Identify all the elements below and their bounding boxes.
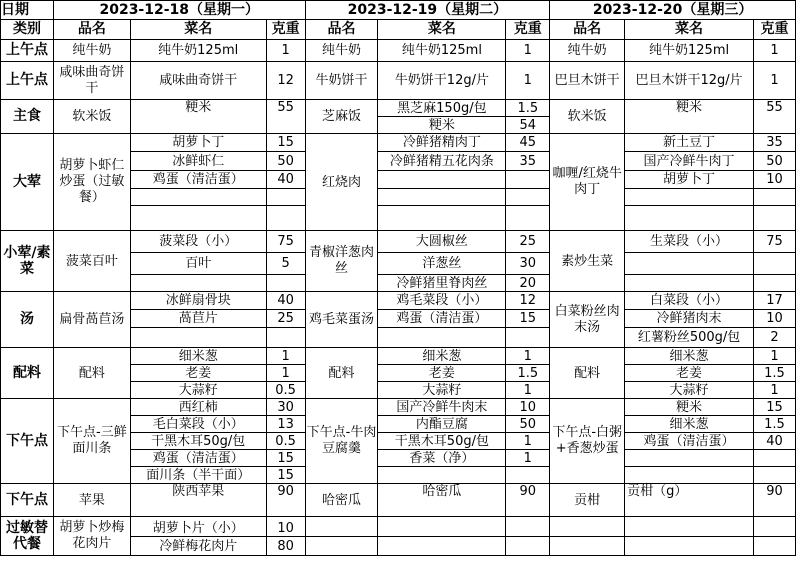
empty-cell	[550, 517, 625, 537]
empty-cell	[506, 328, 550, 348]
product-cell: 哈密瓜	[305, 484, 378, 517]
empty-cell	[378, 537, 506, 556]
empty-cell	[266, 189, 305, 206]
empty-cell	[550, 537, 625, 556]
ingredient-cell: 黑芝麻150g/包	[378, 100, 506, 117]
weight-cell: 1.5	[753, 365, 795, 382]
empty-cell	[506, 517, 550, 537]
product-cell: 纯牛奶	[305, 40, 378, 62]
ingredient-cell: 干黑木耳50g/包	[130, 433, 266, 450]
product-cell: 苹果	[53, 484, 130, 517]
product-cell: 纯牛奶	[53, 40, 130, 62]
weight-cell: 2	[753, 328, 795, 348]
ingredient-cell: 鸡蛋（清洁蛋）	[378, 310, 506, 328]
weight-cell: 1	[506, 62, 550, 100]
weight-cell: 10	[266, 517, 305, 537]
empty-cell	[753, 253, 795, 275]
product-cell: 素炒生菜	[550, 231, 625, 292]
ingredient-cell: 萵苣片	[130, 310, 266, 328]
ingredient-cell: 胡萝卜丁	[130, 134, 266, 152]
ingredient-cell: 老姜	[130, 365, 266, 382]
empty-cell	[753, 537, 795, 556]
product-cell: 纯牛奶	[550, 40, 625, 62]
empty-cell	[506, 171, 550, 189]
empty-cell	[266, 328, 305, 348]
category-am-snack: 上午点	[1, 62, 54, 100]
type-label: 类别	[1, 20, 54, 40]
weight-cell: 5	[266, 253, 305, 275]
ingredient-cell: 细米葱	[625, 416, 754, 433]
col-weight: 克重	[753, 20, 795, 40]
weight-cell: 12	[266, 62, 305, 100]
empty-cell	[625, 467, 754, 484]
date-label: 日期	[1, 1, 54, 20]
ingredient-cell: 粳米	[625, 399, 754, 416]
product-cell: 配料	[550, 348, 625, 399]
weight-cell: 55	[266, 100, 305, 134]
ingredient-cell: 面川条（半干面）	[130, 467, 266, 484]
ingredient-cell: 鸡蛋（清洁蛋）	[625, 433, 754, 450]
weight-cell: 50	[506, 416, 550, 433]
weight-cell: 50	[753, 152, 795, 171]
ingredient-cell: 细米葱	[625, 348, 754, 365]
product-cell: 下午点-牛肉豆腐羹	[305, 399, 378, 484]
ingredient-cell: 洋葱丝	[378, 253, 506, 275]
category-soup: 汤	[1, 292, 54, 348]
ingredient-cell: 干黑木耳50g/包	[378, 433, 506, 450]
date-monday: 2023-12-18（星期一）	[53, 1, 305, 20]
col-product: 品名	[53, 20, 130, 40]
dish-cell: 纯牛奶125ml	[378, 40, 506, 62]
weight-cell: 45	[506, 134, 550, 152]
empty-cell	[625, 189, 754, 206]
weight-cell: 1.5	[506, 365, 550, 382]
weight-cell: 40	[266, 171, 305, 189]
weight-cell: 10	[753, 310, 795, 328]
empty-cell	[378, 206, 506, 231]
weight-cell: 1	[753, 348, 795, 365]
col-weight: 克重	[266, 20, 305, 40]
weight-cell: 80	[266, 537, 305, 556]
weight-cell: 1	[266, 40, 305, 62]
ingredient-cell: 西红柿	[130, 399, 266, 416]
weight-cell: 55	[753, 100, 795, 134]
empty-cell	[625, 253, 754, 275]
empty-cell	[378, 189, 506, 206]
empty-cell	[753, 517, 795, 537]
weight-cell: 30	[506, 253, 550, 275]
col-product: 品名	[305, 20, 378, 40]
weight-cell: 1	[753, 382, 795, 399]
product-cell: 下午点-三鲜面川条	[53, 399, 130, 484]
empty-cell	[305, 537, 378, 556]
empty-cell	[378, 467, 506, 484]
weight-cell: 1	[753, 40, 795, 62]
category-main: 主食	[1, 100, 54, 134]
category-pm-snack: 下午点	[1, 399, 54, 484]
product-cell: 芝麻饭	[305, 100, 378, 134]
empty-cell	[506, 537, 550, 556]
ingredient-cell: 大圆椒丝	[378, 231, 506, 253]
weight-cell: 1.5	[753, 416, 795, 433]
ingredient-cell: 细米葱	[130, 348, 266, 365]
weight-cell: 90	[506, 484, 550, 517]
dish-cell: 咸味曲奇饼干	[130, 62, 266, 100]
ingredient-cell: 细米葱	[378, 348, 506, 365]
empty-cell	[378, 517, 506, 537]
weight-cell: 0.5	[266, 382, 305, 399]
product-cell: 软米饭	[53, 100, 130, 134]
ingredient-cell: 白菜段（小）	[625, 292, 754, 310]
col-product: 品名	[550, 20, 625, 40]
product-cell: 咖喱/红烧牛肉丁	[550, 134, 625, 231]
empty-cell	[130, 328, 266, 348]
weight-cell: 1	[506, 382, 550, 399]
weight-cell: 75	[266, 231, 305, 253]
product-cell: 配料	[53, 348, 130, 399]
weight-cell: 1	[506, 450, 550, 467]
empty-cell	[753, 467, 795, 484]
weight-cell: 30	[266, 399, 305, 416]
col-dish: 菜名	[625, 20, 754, 40]
product-cell: 鸡毛菜蛋汤	[305, 292, 378, 348]
product-cell: 胡萝卜炒梅花肉片	[53, 517, 130, 556]
empty-cell	[506, 206, 550, 231]
ingredient-cell: 冷鲜猪里脊肉丝	[378, 275, 506, 292]
weight-cell: 35	[753, 134, 795, 152]
weight-cell: 40	[266, 292, 305, 310]
weight-cell: 1	[266, 348, 305, 365]
weight-cell: 15	[266, 467, 305, 484]
ingredient-cell: 冷鲜梅花肉片	[130, 537, 266, 556]
weight-cell: 35	[506, 152, 550, 171]
empty-cell	[130, 206, 266, 231]
dish-cell: 粳米	[625, 100, 754, 134]
dish-cell: 粳米	[130, 100, 266, 134]
product-cell: 巴旦木饼干	[550, 62, 625, 100]
ingredient-cell: 红薯粉丝500g/包	[625, 328, 754, 348]
ingredient-cell: 鸡蛋（清洁蛋）	[130, 450, 266, 467]
empty-cell	[130, 275, 266, 292]
empty-cell	[625, 517, 754, 537]
weight-cell: 25	[506, 231, 550, 253]
weight-cell: 90	[753, 484, 795, 517]
ingredient-cell: 胡萝卜片（小）	[130, 517, 266, 537]
dish-cell: 贡柑（g）	[625, 484, 754, 517]
empty-cell	[625, 450, 754, 467]
empty-cell	[625, 206, 754, 231]
ingredient-cell: 冷鲜猪肉末	[625, 310, 754, 328]
weight-cell: 1	[506, 40, 550, 62]
product-cell: 胡萝卜虾仁炒蛋（过敏餐）	[53, 134, 130, 231]
empty-cell	[266, 206, 305, 231]
empty-cell	[753, 206, 795, 231]
empty-cell	[506, 189, 550, 206]
col-weight: 克重	[506, 20, 550, 40]
product-cell: 配料	[305, 348, 378, 399]
ingredient-cell: 冰鲜虾仁	[130, 152, 266, 171]
empty-cell	[753, 450, 795, 467]
date-wednesday: 2023-12-20（星期三）	[550, 1, 796, 20]
category-seasoning: 配料	[1, 348, 54, 399]
weight-cell: 15	[753, 399, 795, 416]
ingredient-cell: 生菜段（小）	[625, 231, 754, 253]
empty-cell	[625, 275, 754, 292]
ingredient-cell: 老姜	[378, 365, 506, 382]
weight-cell: 17	[753, 292, 795, 310]
weight-cell: 15	[266, 450, 305, 467]
product-cell: 红烧肉	[305, 134, 378, 231]
category-big-dish: 大荤	[1, 134, 54, 231]
category-pm-snack: 下午点	[1, 484, 54, 517]
empty-cell	[753, 275, 795, 292]
product-cell: 牛奶饼干	[305, 62, 378, 100]
ingredient-cell: 大蒜籽	[130, 382, 266, 399]
weight-cell: 90	[266, 484, 305, 517]
empty-cell	[378, 328, 506, 348]
ingredient-cell: 鸡毛菜段（小）	[378, 292, 506, 310]
product-cell: 菠菜百叶	[53, 231, 130, 292]
ingredient-cell: 大蒜籽	[378, 382, 506, 399]
weight-cell: 40	[753, 433, 795, 450]
empty-cell	[266, 275, 305, 292]
empty-cell	[753, 189, 795, 206]
weight-cell: 54	[506, 117, 550, 134]
dish-cell: 纯牛奶125ml	[130, 40, 266, 62]
weight-cell: 15	[506, 310, 550, 328]
weight-cell: 50	[266, 152, 305, 171]
dish-cell: 纯牛奶125ml	[625, 40, 754, 62]
category-allergy: 过敏替代餐	[1, 517, 54, 556]
category-am-snack: 上午点	[1, 40, 54, 62]
weight-cell: 1	[506, 348, 550, 365]
ingredient-cell: 胡萝卜丁	[625, 171, 754, 189]
empty-cell	[378, 171, 506, 189]
empty-cell	[130, 189, 266, 206]
dish-cell: 巴旦木饼干12g/片	[625, 62, 754, 100]
weight-cell: 1	[506, 433, 550, 450]
weight-cell: 10	[753, 171, 795, 189]
ingredient-cell: 国产冷鲜牛肉丁	[625, 152, 754, 171]
ingredient-cell: 毛白菜段（小）	[130, 416, 266, 433]
col-dish: 菜名	[130, 20, 266, 40]
weight-cell: 15	[266, 134, 305, 152]
weight-cell: 20	[506, 275, 550, 292]
ingredient-cell: 百叶	[130, 253, 266, 275]
product-cell: 白菜粉丝肉末汤	[550, 292, 625, 348]
empty-cell	[305, 517, 378, 537]
product-cell: 下午点-白粥+香葱炒蛋	[550, 399, 625, 484]
ingredient-cell: 冰鲜扇骨块	[130, 292, 266, 310]
empty-cell	[625, 537, 754, 556]
weight-cell: 1	[753, 62, 795, 100]
weight-cell: 75	[753, 231, 795, 253]
category-small-dish: 小荤/素菜	[1, 231, 54, 292]
product-cell: 咸味曲奇饼干	[53, 62, 130, 100]
weight-cell: 1.5	[506, 100, 550, 117]
ingredient-cell: 内酯豆腐	[378, 416, 506, 433]
dish-cell: 哈密瓜	[378, 484, 506, 517]
product-cell: 扁骨萵苣汤	[53, 292, 130, 348]
weight-cell: 13	[266, 416, 305, 433]
dish-cell: 陕西苹果	[130, 484, 266, 517]
ingredient-cell: 冷鲜猪精肉丁	[378, 134, 506, 152]
ingredient-cell: 冷鲜猪精五花肉条	[378, 152, 506, 171]
product-cell: 贡柑	[550, 484, 625, 517]
ingredient-cell: 鸡蛋（清洁蛋）	[130, 171, 266, 189]
ingredient-cell: 粳米	[378, 117, 506, 134]
ingredient-cell: 新土豆丁	[625, 134, 754, 152]
ingredient-cell: 香菜（净）	[378, 450, 506, 467]
weight-cell: 0.5	[266, 433, 305, 450]
weight-cell: 10	[506, 399, 550, 416]
weight-cell: 12	[506, 292, 550, 310]
product-cell: 软米饭	[550, 100, 625, 134]
ingredient-cell: 大蒜籽	[625, 382, 754, 399]
weight-cell: 25	[266, 310, 305, 328]
empty-cell	[506, 467, 550, 484]
ingredient-cell: 老姜	[625, 365, 754, 382]
product-cell: 青椒洋葱肉丝	[305, 231, 378, 292]
col-dish: 菜名	[378, 20, 506, 40]
date-tuesday: 2023-12-19（星期二）	[305, 1, 550, 20]
weight-cell: 1	[266, 365, 305, 382]
ingredient-cell: 国产冷鲜牛肉末	[378, 399, 506, 416]
dish-cell: 牛奶饼干12g/片	[378, 62, 506, 100]
ingredient-cell: 菠菜段（小）	[130, 231, 266, 253]
